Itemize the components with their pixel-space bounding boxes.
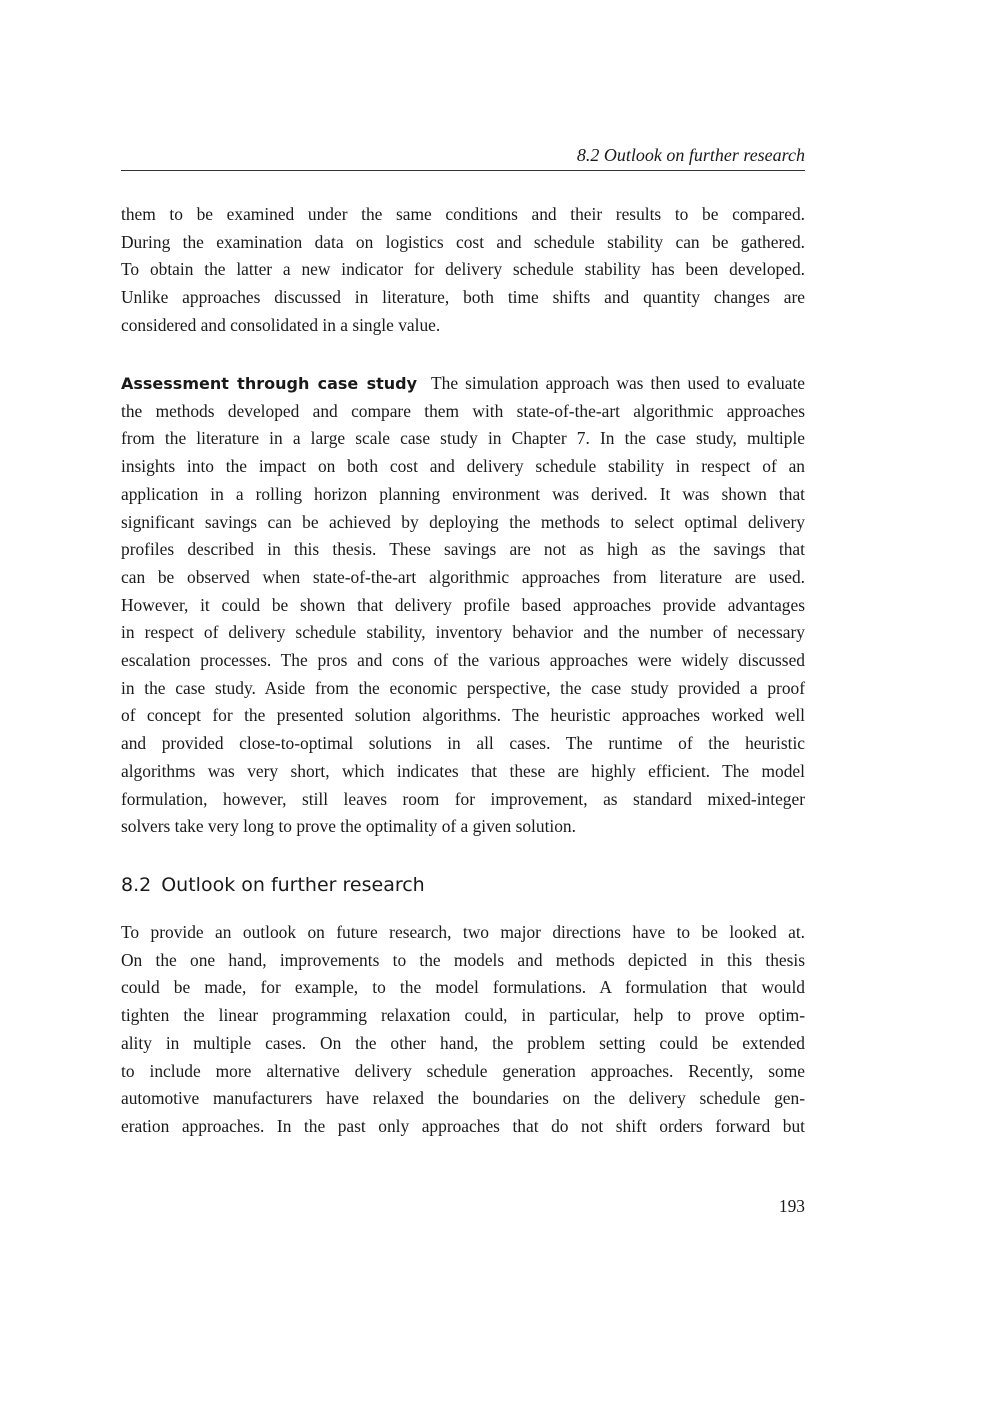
text-line: application in a rolling horizon planning environment was derived. It was shown that — [121, 483, 805, 504]
section-title: Outlook on further research — [161, 874, 425, 896]
paragraph-3 — [121, 919, 805, 1141]
run-in-continuation: The simulation approach was then used to evaluate — [431, 373, 805, 393]
text-line: of concept for the presented solution algorithms. The heuristic approaches worked well — [121, 705, 805, 726]
text-line: in respect of delivery schedule stability, inventory behavior and the number of necessary — [121, 622, 805, 643]
text-line: could be made, for example, to the model formulations. A formulation that would — [121, 977, 805, 998]
text-line: eration approaches. In the past only approaches that do not shift orders forward but — [121, 1115, 805, 1136]
paragraph-3-body — [121, 919, 805, 1141]
text-line: However, it could be shown that delivery profile based approaches provide advantages — [121, 594, 805, 615]
paragraph-2 — [121, 370, 805, 841]
text-line: To provide an outlook on future research, two major directions have to be looked at. — [121, 922, 805, 942]
paragraph-1-body — [121, 201, 805, 340]
text-line: formulation, however, still leaves room for improvement, as standard mixed-integer — [121, 788, 805, 809]
text-line-with-run-in — [121, 370, 805, 398]
text-line: On the one hand, improvements to the models and methods depicted in this thesis — [121, 949, 805, 970]
page-number — [121, 1195, 805, 1217]
paragraph-1 — [121, 201, 805, 340]
text-line: them to be examined under the same conditions and their results to be compared. — [121, 204, 805, 224]
text-line: considered and consolidated in a single value. — [121, 314, 441, 335]
text-line: tighten the linear programming relaxation could, in particular, help to prove optim- — [121, 1005, 805, 1026]
run-in-heading: Assessment through case study — [121, 374, 418, 393]
text-line: During the examination data on logistics cost and schedule stability can be gathered. — [121, 231, 805, 252]
text-line: significant savings can be achieved by deploying the methods to select optimal delivery — [121, 511, 805, 532]
paragraph-2-body — [121, 370, 805, 841]
text-line: solvers take very long to prove the optimality of a given solution. — [121, 816, 576, 837]
running-head — [121, 144, 805, 171]
text-line: Unlike approaches discussed in literature, both time shifts and quantity changes are — [121, 287, 805, 308]
section-number: 8.2 — [121, 874, 152, 896]
text-line: can be observed when state-of-the-art algorithmic approaches from literature are used. — [121, 566, 805, 587]
text-line: To obtain the latter a new indicator for delivery schedule stability has been developed. — [121, 259, 805, 280]
page-number-text: 193 — [778, 1196, 805, 1216]
text-line: ality in multiple cases. On the other hand, the problem setting could be extended — [121, 1032, 805, 1053]
text-line: insights into the impact on both cost and delivery schedule stability in respect of an — [121, 456, 805, 477]
text-line: the methods developed and compare them with state-of-the-art algorithmic approaches — [121, 400, 805, 421]
section-heading — [121, 870, 425, 900]
text-line: in the case study. Aside from the economic perspective, the case study provided a proof — [121, 677, 805, 698]
running-head-text: 8.2 Outlook on further research — [576, 145, 805, 165]
text-line: and provided close-to-optimal solutions in all cases. The runtime of the heuristic — [121, 733, 805, 754]
text-line: profiles described in this thesis. These savings are not as high as the savings that — [121, 539, 805, 560]
text-line: from the literature in a large scale case study in Chapter 7. In the case study, multiple — [121, 428, 805, 449]
text-line: to include more alternative delivery schedule generation approaches. Recently, some — [121, 1060, 805, 1081]
text-line: escalation processes. The pros and cons of the various approaches were widely discussed — [121, 650, 805, 671]
text-line: algorithms was very short, which indicates that these are highly efficient. The model — [121, 760, 805, 781]
text-line: automotive manufacturers have relaxed the boundaries on the delivery schedule gen- — [121, 1088, 805, 1109]
